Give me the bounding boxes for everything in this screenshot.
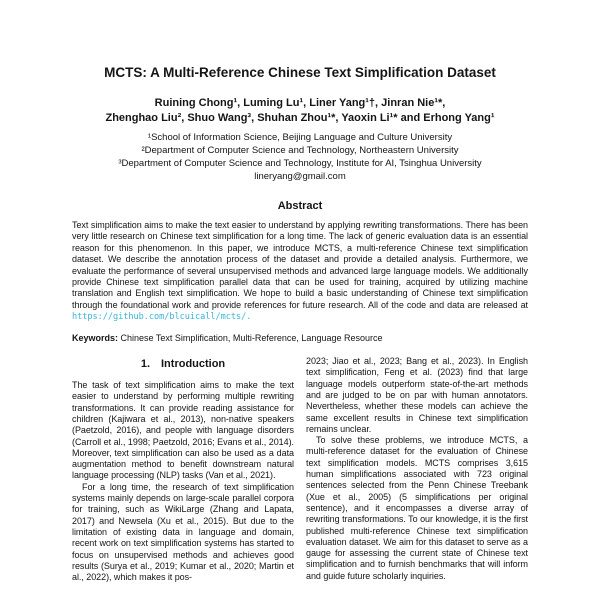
right-paragraph-2: To solve these problems, we introduce MCTS, a multi-reference dataset for the evaluation of Chinese text simplification models. MCTS comprises 3,615 human simplifications associated with 723 original sentences selected from the Penn Chinese Treebank (Xue et al., 2005) (5 simplifications per original sentence), and it encompasses a diverse array of rewriting transformations. To our knowledge, it is the first published multi-reference Chinese text simplification evaluation dataset. We aim for this dataset to serve as a gauge for assessing the current state of Chinese text simplification and to furnish benchmarks that will inform and guide future scholarly inquiries.: [306, 435, 528, 581]
keywords-line: [72, 333, 528, 344]
two-column-body: [72, 356, 528, 583]
contact-email: lineryang@gmail.com: [254, 171, 346, 182]
abstract-heading: Abstract: [277, 200, 323, 212]
github-link[interactable]: https://github.com/blcuicall/mcts/.: [72, 312, 252, 323]
keywords-label: Keywords:: [72, 332, 119, 343]
section-heading-introduction: 1. Introduction: [140, 358, 226, 371]
left-column: [72, 356, 294, 583]
abstract-paragraph: [72, 220, 528, 324]
affiliation-3: ³Department of Computer Science and Technology, Institute for AI, Tsinghua University: [118, 158, 482, 169]
right-paragraph-1: 2023; Jiao et al., 2023; Bang et al., 2023). In English text simplification, Feng et al. (2023) find that large language models outperform state-of-the-art methods and are judged to be on par with human annotators. Nevertheless, whether these models can achieve the same excellent results in Chinese text simplification remains unclear.: [306, 356, 528, 434]
paper-title: MCTS: A Multi-Reference Chinese Text Simplification Dataset: [104, 65, 496, 80]
affiliation-2: ²Department of Computer Science and Technology, Northeastern University: [141, 145, 459, 156]
abstract-text: Text simplification aims to make the text easier to understand by applying rewriting transformations. There has been very little research on Chinese text simplification for a long time. The lack of generic evaluation data is an essential reason for this phenomenon. In this paper, we introduce MCTS, a multi-reference Chinese text simplification dataset. We describe the annotation process of the dataset and provide a detailed analysis. Furthermore, we evaluate the performance of several unsupervised methods and advanced large language models. We additionally provide Chinese text simplification parallel data that can be used for training, acquired by utilizing machine translation and English text simplification. We hope to build a basic understanding of Chinese text simplification through the foundational work and provide references for future research. All of the code and data are released at: [72, 220, 528, 310]
keywords-text: Chinese Text Simplification, Multi-Reference, Language Resource: [118, 332, 383, 343]
authors-line-2: Zhenghao Liu², Shuo Wang³, Shuhan Zhou¹*, Yaoxin Li¹* and Erhong Yang¹: [105, 111, 495, 124]
affiliation-1: ¹School of Information Science, Beijing Language and Culture University: [147, 132, 453, 143]
authors-block: [72, 96, 528, 125]
right-column: [306, 356, 528, 583]
affiliations-block: [72, 131, 528, 183]
intro-paragraph-2: For a long time, the research of text simplification systems mainly depends on large-scale parallel corpora for training, such as WikiLarge (Zhang and Lapata, 2017) and Newsela (Xu et al., 2015). But due to the limitation of existing data in language and domain, recent work on text simplification systems has started to focus on unsupervised methods and achieves good results (Surya et al., 2019; Kumar et al., 2020; Martin et al., 2022), which makes it pos-: [72, 481, 294, 583]
intro-paragraph-1: The task of text simplification aims to make the text easier to understand by performing multiple rewriting transformations. It can provide reading assistance for children (Kajiwara et al., 2013), non-native speakers (Paetzold, 2016), and people with language disorders (Carroll et al., 1998; Paetzold, 2016; Evans et al., 2014). Moreover, text simplification can also be used as a data augmentation method to benefit downstream natural language processing (NLP) tasks (Van et al., 2021).: [72, 380, 294, 481]
authors-line-1: Ruining Chong¹, Luming Lu¹, Liner Yang¹†, Jinran Nie¹*,: [154, 97, 446, 109]
